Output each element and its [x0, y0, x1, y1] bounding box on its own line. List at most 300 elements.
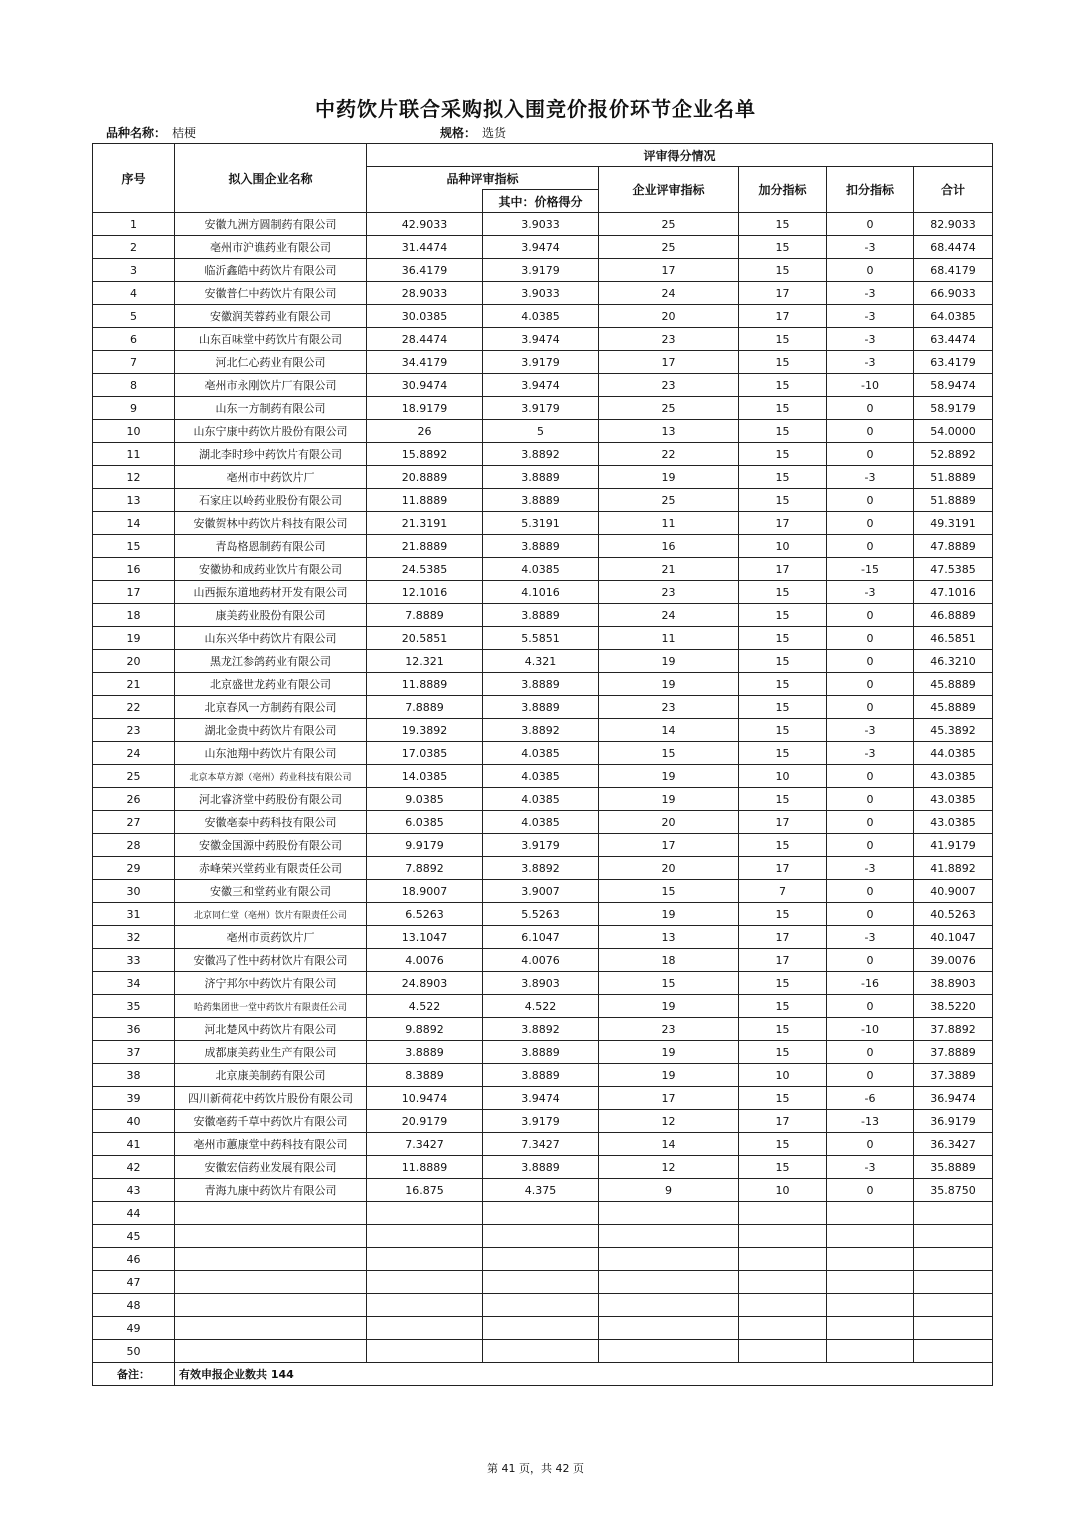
row-price-score: 4.0385	[483, 558, 599, 581]
row-bonus: 15	[739, 696, 827, 719]
row-seq: 3	[93, 259, 175, 282]
row-seq: 5	[93, 305, 175, 328]
row-deduct: 0	[827, 673, 914, 696]
table-row	[93, 834, 993, 857]
row-price-score: 4.0385	[483, 305, 599, 328]
row-deduct: 0	[827, 1064, 914, 1087]
header-deduct: 扣分指标	[827, 167, 914, 213]
table-row	[93, 374, 993, 397]
row-seq: 12	[93, 466, 175, 489]
row-seq: 14	[93, 512, 175, 535]
row-enterprise-index: 11	[599, 512, 739, 535]
row-enterprise-index: 14	[599, 719, 739, 742]
row-deduct: 0	[827, 765, 914, 788]
row-enterprise-index: 21	[599, 558, 739, 581]
row-price-score: 3.8892	[483, 443, 599, 466]
row-price-score	[483, 1340, 599, 1363]
table-row	[93, 305, 993, 328]
row-deduct: 0	[827, 788, 914, 811]
table-row	[93, 259, 993, 282]
row-enterprise-index: 13	[599, 926, 739, 949]
row-price-score	[483, 1248, 599, 1271]
table-row	[93, 788, 993, 811]
row-price-score: 3.8889	[483, 466, 599, 489]
row-price-score: 3.8889	[483, 489, 599, 512]
table-row	[93, 512, 993, 535]
row-seq: 47	[93, 1271, 175, 1294]
row-total: 38.8903	[914, 972, 993, 995]
row-total: 43.0385	[914, 788, 993, 811]
row-variety-index: 3.8889	[367, 1041, 483, 1064]
row-variety-index: 19.3892	[367, 719, 483, 742]
row-deduct: 0	[827, 834, 914, 857]
row-company-name: 四川新荷花中药饮片股份有限公司	[175, 1087, 367, 1110]
row-bonus: 10	[739, 765, 827, 788]
row-enterprise-index: 9	[599, 1179, 739, 1202]
row-seq: 38	[93, 1064, 175, 1087]
row-seq: 37	[93, 1041, 175, 1064]
row-bonus: 15	[739, 213, 827, 236]
row-variety-index: 12.321	[367, 650, 483, 673]
row-seq: 17	[93, 581, 175, 604]
row-total	[914, 1294, 993, 1317]
row-variety-index: 4.0076	[367, 949, 483, 972]
row-variety-index: 7.8889	[367, 696, 483, 719]
row-company-name: 河北睿济堂中药股份有限公司	[175, 788, 367, 811]
row-variety-index	[367, 1271, 483, 1294]
row-seq: 15	[93, 535, 175, 558]
row-bonus	[739, 1340, 827, 1363]
row-deduct: 0	[827, 995, 914, 1018]
row-seq: 33	[93, 949, 175, 972]
row-variety-index: 26	[367, 420, 483, 443]
row-variety-index: 30.0385	[367, 305, 483, 328]
row-company-name: 亳州市中药饮片厂	[175, 466, 367, 489]
row-deduct: -3	[827, 719, 914, 742]
row-variety-index: 18.9179	[367, 397, 483, 420]
row-bonus: 15	[739, 995, 827, 1018]
row-variety-index	[367, 1340, 483, 1363]
variety-value: 桔梗	[172, 126, 197, 140]
row-bonus: 15	[739, 788, 827, 811]
row-variety-index: 21.3191	[367, 512, 483, 535]
row-price-score: 3.9179	[483, 834, 599, 857]
row-total: 68.4474	[914, 236, 993, 259]
row-seq: 31	[93, 903, 175, 926]
row-company-name: 亳州市蕙康堂中药科技有限公司	[175, 1133, 367, 1156]
row-bonus: 17	[739, 558, 827, 581]
row-bonus: 15	[739, 627, 827, 650]
row-company-name: 北京本草方源（亳州）药业科技有限公司	[175, 765, 367, 788]
row-seq: 48	[93, 1294, 175, 1317]
row-enterprise-index: 19	[599, 903, 739, 926]
table-row	[93, 673, 993, 696]
row-enterprise-index: 16	[599, 535, 739, 558]
table-row	[93, 443, 993, 466]
row-enterprise-index: 17	[599, 259, 739, 282]
row-total: 52.8892	[914, 443, 993, 466]
row-enterprise-index: 14	[599, 1133, 739, 1156]
row-price-score: 3.8892	[483, 719, 599, 742]
row-deduct: -10	[827, 374, 914, 397]
row-seq: 10	[93, 420, 175, 443]
header-enterprise-index: 企业评审指标	[599, 167, 739, 213]
row-seq: 16	[93, 558, 175, 581]
row-bonus: 17	[739, 305, 827, 328]
row-enterprise-index: 17	[599, 351, 739, 374]
row-enterprise-index: 15	[599, 880, 739, 903]
row-seq: 21	[93, 673, 175, 696]
row-bonus: 15	[739, 834, 827, 857]
row-deduct: -13	[827, 1110, 914, 1133]
row-price-score: 4.0076	[483, 949, 599, 972]
row-deduct: -3	[827, 282, 914, 305]
table-row	[93, 696, 993, 719]
row-deduct	[827, 1271, 914, 1294]
row-bonus: 15	[739, 466, 827, 489]
row-company-name: 山东池翔中药饮片有限公司	[175, 742, 367, 765]
row-seq: 20	[93, 650, 175, 673]
row-price-score: 3.8889	[483, 696, 599, 719]
row-variety-index: 11.8889	[367, 673, 483, 696]
row-variety-index: 17.0385	[367, 742, 483, 765]
row-variety-index: 9.8892	[367, 1018, 483, 1041]
row-variety-index: 28.4474	[367, 328, 483, 351]
row-bonus: 15	[739, 1156, 827, 1179]
row-total: 36.9179	[914, 1110, 993, 1133]
row-enterprise-index	[599, 1294, 739, 1317]
row-total: 35.8889	[914, 1156, 993, 1179]
row-deduct: 0	[827, 696, 914, 719]
row-bonus: 17	[739, 282, 827, 305]
row-enterprise-index: 20	[599, 857, 739, 880]
row-deduct: -3	[827, 742, 914, 765]
header-company: 拟入围企业名称	[175, 144, 367, 213]
row-bonus: 17	[739, 811, 827, 834]
row-variety-index: 6.0385	[367, 811, 483, 834]
row-total	[914, 1248, 993, 1271]
row-company-name: 石家庄以岭药业股份有限公司	[175, 489, 367, 512]
row-enterprise-index: 25	[599, 397, 739, 420]
row-seq: 39	[93, 1087, 175, 1110]
row-total: 46.3210	[914, 650, 993, 673]
table-row	[93, 972, 993, 995]
row-variety-index: 36.4179	[367, 259, 483, 282]
row-price-score	[483, 1225, 599, 1248]
row-enterprise-index: 25	[599, 213, 739, 236]
row-variety-index: 11.8889	[367, 489, 483, 512]
row-total: 44.0385	[914, 742, 993, 765]
note-text: 有效申报企业数共 144	[175, 1363, 993, 1386]
row-price-score: 3.9474	[483, 374, 599, 397]
row-bonus: 15	[739, 489, 827, 512]
row-enterprise-index: 11	[599, 627, 739, 650]
row-deduct: 0	[827, 213, 914, 236]
row-enterprise-index: 15	[599, 972, 739, 995]
row-bonus: 15	[739, 903, 827, 926]
row-variety-index: 42.9033	[367, 213, 483, 236]
row-variety-index: 16.875	[367, 1179, 483, 1202]
row-total: 45.3892	[914, 719, 993, 742]
row-seq: 25	[93, 765, 175, 788]
row-variety-index: 12.1016	[367, 581, 483, 604]
table-row	[93, 880, 993, 903]
row-enterprise-index: 19	[599, 788, 739, 811]
row-seq: 7	[93, 351, 175, 374]
row-seq: 4	[93, 282, 175, 305]
row-deduct	[827, 1202, 914, 1225]
row-bonus: 10	[739, 535, 827, 558]
page-title: 中药饮片联合采购拟入围竞价报价环节企业名单	[315, 97, 756, 121]
row-enterprise-index	[599, 1248, 739, 1271]
table-row	[93, 765, 993, 788]
row-price-score: 6.1047	[483, 926, 599, 949]
row-seq: 19	[93, 627, 175, 650]
row-deduct: 0	[827, 420, 914, 443]
row-company-name: 青岛格恩制药有限公司	[175, 535, 367, 558]
row-bonus: 15	[739, 351, 827, 374]
row-company-name: 安徽冯了性中药材饮片有限公司	[175, 949, 367, 972]
row-company-name	[175, 1248, 367, 1271]
row-company-name: 安徽普仁中药饮片有限公司	[175, 282, 367, 305]
row-total: 58.9474	[914, 374, 993, 397]
row-total: 46.5851	[914, 627, 993, 650]
row-company-name: 安徽三和堂药业有限公司	[175, 880, 367, 903]
row-seq: 9	[93, 397, 175, 420]
variety-info	[106, 124, 196, 141]
row-total: 43.0385	[914, 811, 993, 834]
row-seq: 24	[93, 742, 175, 765]
row-company-name	[175, 1202, 367, 1225]
row-company-name: 亳州市贡药饮片厂	[175, 926, 367, 949]
row-bonus: 15	[739, 673, 827, 696]
row-company-name: 山东兴华中药饮片有限公司	[175, 627, 367, 650]
row-company-name: 湖北金贵中药饮片有限公司	[175, 719, 367, 742]
table-row	[93, 627, 993, 650]
row-bonus: 15	[739, 581, 827, 604]
table-row	[93, 1133, 993, 1156]
row-variety-index: 15.8892	[367, 443, 483, 466]
row-price-score: 5.3191	[483, 512, 599, 535]
row-enterprise-index	[599, 1317, 739, 1340]
row-deduct	[827, 1340, 914, 1363]
row-price-score: 4.321	[483, 650, 599, 673]
row-bonus: 10	[739, 1064, 827, 1087]
row-deduct: 0	[827, 535, 914, 558]
row-company-name: 济宁邦尔中药饮片有限公司	[175, 972, 367, 995]
row-bonus: 15	[739, 236, 827, 259]
table-row	[93, 236, 993, 259]
row-price-score: 5.5263	[483, 903, 599, 926]
row-total: 39.0076	[914, 949, 993, 972]
row-deduct	[827, 1225, 914, 1248]
row-total: 37.8889	[914, 1041, 993, 1064]
row-enterprise-index: 12	[599, 1110, 739, 1133]
row-company-name: 哈药集团世一堂中药饮片有限责任公司	[175, 995, 367, 1018]
row-variety-index: 24.5385	[367, 558, 483, 581]
row-enterprise-index	[599, 1271, 739, 1294]
row-enterprise-index	[599, 1340, 739, 1363]
row-deduct: 0	[827, 443, 914, 466]
row-seq: 45	[93, 1225, 175, 1248]
row-bonus: 15	[739, 443, 827, 466]
row-price-score: 3.8892	[483, 857, 599, 880]
row-total: 51.8889	[914, 489, 993, 512]
row-variety-index	[367, 1294, 483, 1317]
row-bonus: 17	[739, 926, 827, 949]
row-deduct: 0	[827, 903, 914, 926]
row-total: 49.3191	[914, 512, 993, 535]
row-variety-index: 24.8903	[367, 972, 483, 995]
row-company-name	[175, 1317, 367, 1340]
row-enterprise-index: 23	[599, 328, 739, 351]
row-variety-index: 7.8892	[367, 857, 483, 880]
table-row	[93, 466, 993, 489]
row-price-score	[483, 1202, 599, 1225]
row-deduct: -3	[827, 857, 914, 880]
row-deduct: 0	[827, 1179, 914, 1202]
row-deduct: 0	[827, 489, 914, 512]
row-total: 45.8889	[914, 673, 993, 696]
row-total: 40.9007	[914, 880, 993, 903]
table-row	[93, 328, 993, 351]
row-seq: 49	[93, 1317, 175, 1340]
row-deduct: -3	[827, 236, 914, 259]
row-deduct: 0	[827, 1133, 914, 1156]
row-total: 54.0000	[914, 420, 993, 443]
row-price-score: 5	[483, 420, 599, 443]
row-company-name: 北京康美制药有限公司	[175, 1064, 367, 1087]
row-enterprise-index: 24	[599, 282, 739, 305]
row-seq: 44	[93, 1202, 175, 1225]
variety-label: 品种名称：	[106, 126, 167, 140]
row-enterprise-index: 23	[599, 1018, 739, 1041]
row-company-name: 安徽宏信药业发展有限公司	[175, 1156, 367, 1179]
row-total: 63.4179	[914, 351, 993, 374]
row-seq: 32	[93, 926, 175, 949]
row-bonus: 17	[739, 949, 827, 972]
row-price-score: 3.9179	[483, 259, 599, 282]
row-price-score: 3.8889	[483, 1041, 599, 1064]
table-row	[93, 1317, 993, 1340]
row-company-name: 安徽贺林中药饮片科技有限公司	[175, 512, 367, 535]
row-enterprise-index: 17	[599, 834, 739, 857]
row-seq: 6	[93, 328, 175, 351]
row-seq: 26	[93, 788, 175, 811]
row-total: 51.8889	[914, 466, 993, 489]
spec-value: 选货	[482, 126, 507, 140]
row-seq: 43	[93, 1179, 175, 1202]
row-deduct: 0	[827, 1041, 914, 1064]
row-variety-index	[367, 1248, 483, 1271]
row-enterprise-index: 20	[599, 305, 739, 328]
table-row	[93, 1064, 993, 1087]
row-price-score: 3.9007	[483, 880, 599, 903]
table-row	[93, 926, 993, 949]
row-bonus: 15	[739, 972, 827, 995]
row-total	[914, 1340, 993, 1363]
row-variety-index: 9.0385	[367, 788, 483, 811]
row-total	[914, 1202, 993, 1225]
row-seq: 2	[93, 236, 175, 259]
row-bonus: 15	[739, 259, 827, 282]
table-row	[93, 1294, 993, 1317]
row-bonus: 15	[739, 719, 827, 742]
row-variety-index: 14.0385	[367, 765, 483, 788]
row-variety-index: 9.9179	[367, 834, 483, 857]
row-enterprise-index: 19	[599, 466, 739, 489]
table-row	[93, 397, 993, 420]
table-row	[93, 1179, 993, 1202]
table-row	[93, 351, 993, 374]
row-bonus: 17	[739, 1110, 827, 1133]
row-total: 41.8892	[914, 857, 993, 880]
row-variety-index: 20.8889	[367, 466, 483, 489]
note-label: 备注：	[93, 1363, 175, 1386]
row-company-name: 安徽润芙蓉药业有限公司	[175, 305, 367, 328]
row-variety-index	[367, 1225, 483, 1248]
row-company-name: 安徽亳泰中药科技有限公司	[175, 811, 367, 834]
row-total: 64.0385	[914, 305, 993, 328]
row-bonus: 17	[739, 512, 827, 535]
header-score-group: 评审得分情况	[367, 144, 993, 167]
row-company-name: 山东一方制药有限公司	[175, 397, 367, 420]
row-bonus: 15	[739, 742, 827, 765]
row-total: 37.8892	[914, 1018, 993, 1041]
row-price-score: 3.8889	[483, 604, 599, 627]
row-enterprise-index: 22	[599, 443, 739, 466]
row-variety-index: 13.1047	[367, 926, 483, 949]
row-enterprise-index: 19	[599, 995, 739, 1018]
row-price-score: 3.8889	[483, 535, 599, 558]
row-seq: 8	[93, 374, 175, 397]
row-bonus: 15	[739, 1087, 827, 1110]
row-price-score	[483, 1294, 599, 1317]
row-deduct	[827, 1294, 914, 1317]
row-price-score: 3.8889	[483, 1156, 599, 1179]
table-row	[93, 282, 993, 305]
row-enterprise-index: 19	[599, 765, 739, 788]
row-bonus: 15	[739, 1041, 827, 1064]
row-deduct: -16	[827, 972, 914, 995]
row-price-score	[483, 1271, 599, 1294]
row-deduct: -15	[827, 558, 914, 581]
row-price-score: 5.5851	[483, 627, 599, 650]
row-total: 45.8889	[914, 696, 993, 719]
row-bonus	[739, 1317, 827, 1340]
row-price-score: 3.9033	[483, 282, 599, 305]
row-bonus: 7	[739, 880, 827, 903]
row-variety-index: 10.9474	[367, 1087, 483, 1110]
row-deduct: 0	[827, 949, 914, 972]
row-company-name: 安徽协和成药业饮片有限公司	[175, 558, 367, 581]
row-total: 47.1016	[914, 581, 993, 604]
row-bonus: 15	[739, 328, 827, 351]
row-total: 38.5220	[914, 995, 993, 1018]
table-row	[93, 1202, 993, 1225]
row-company-name: 临沂鑫皓中药饮片有限公司	[175, 259, 367, 282]
row-price-score: 3.9474	[483, 328, 599, 351]
row-bonus: 15	[739, 374, 827, 397]
row-price-score: 3.9033	[483, 213, 599, 236]
row-total: 35.8750	[914, 1179, 993, 1202]
row-total: 68.4179	[914, 259, 993, 282]
row-price-score: 4.1016	[483, 581, 599, 604]
row-total: 46.8889	[914, 604, 993, 627]
row-deduct: -3	[827, 926, 914, 949]
table-row	[93, 903, 993, 926]
header-price-score: 其中：价格得分	[483, 190, 599, 213]
